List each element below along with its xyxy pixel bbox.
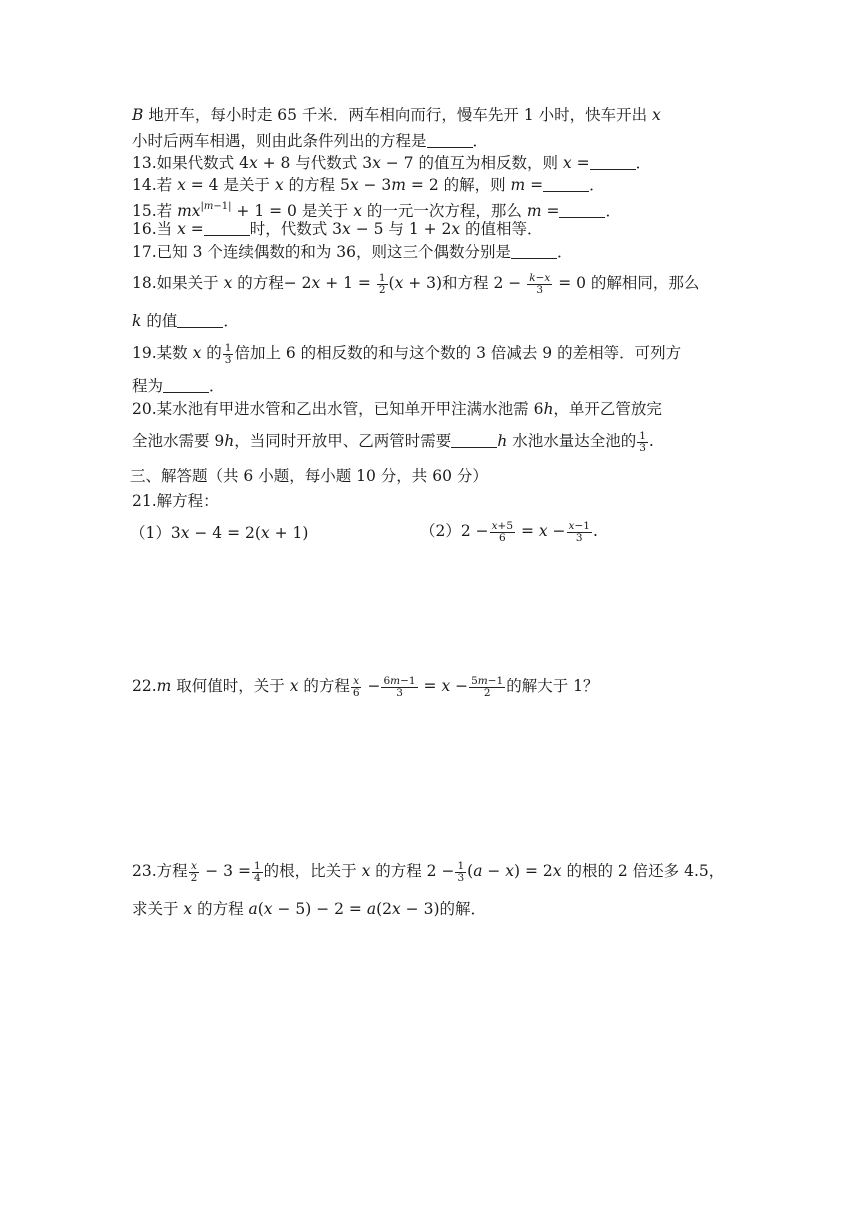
- answer-blank[interactable]: [559, 202, 605, 218]
- question-16: 16.当 𝑥 = 时，代数式 3𝑥 − 5 与 1 + 2𝑥 的值相等．: [132, 220, 543, 238]
- fraction: $\frac{\text{𝑥−1}}{3}$: [568, 519, 590, 544]
- fraction: $\frac{1}{4}$: [253, 859, 261, 884]
- question-18-line2: 𝑘 的值 ．: [132, 312, 239, 330]
- fraction: $\frac{\text{5𝑚−1}}{2}$: [471, 674, 504, 699]
- question-21-part1: （1）3𝑥 − 4 = 2(𝑥 + 1): [130, 524, 309, 542]
- fraction: $\frac{\text{6𝑚−1}}{3}$: [383, 674, 416, 699]
- section-3-heading: 三、解答题（共 6 小题，每小题 10 分，共 60 分）: [130, 467, 488, 485]
- question-21-title: 21.解方程：: [132, 492, 219, 510]
- q12-line1: 𝐵 地开车，每小时走 65 千米．两车相向而行，慢车先开 1 小时，快车开出 𝑥: [132, 106, 661, 124]
- question-23: 23.方程 $\frac{\text{𝑥}}{2}$ − 3 = $\frac{1}{4}$ 的根，比关于 𝑥 的方程 2 − $\frac{1}{3}$ (𝑎 − 𝑥) = 2𝑥 的根的 2 倍还多 4.5，: [132, 859, 725, 884]
- answer-blank[interactable]: [511, 243, 557, 259]
- question-18: 18.如果关于 𝑥 的方程− 2𝑥 + 1 = $\frac{1}{2}$ (𝑥 + 3)和方程 2 − $\frac{\text{𝑘−𝑥}}{3}$ = 0 的解相同，那么: [132, 271, 700, 296]
- fraction: $\frac{\text{𝑘−𝑥}}{3}$: [529, 271, 551, 296]
- question-14: 14.若 𝑥 = 4 是关于 𝑥 的方程 5𝑥 − 3𝑚 = 2 的解，则 𝑚 = ．: [132, 176, 605, 194]
- question-20-line2: 全池水需要 9ℎ，当同时开放甲、乙两管时需要 ℎ 水池水量达全池的 $\frac{1}{3}$ .: [132, 429, 654, 454]
- question-22: 22.𝑚 取何值时，关于 𝑥 的方程 $\frac{\text{𝑥}}{6}$ − $\frac{\text{6𝑚−1}}{3}$ = 𝑥 − $\frac{\text{5𝑚−1}}{2}$ 的解大于 1？: [132, 674, 599, 699]
- fraction: $\frac{\text{𝑥+5}}{6}$: [491, 519, 514, 544]
- exponent: |𝑚−1|: [200, 201, 232, 212]
- fraction: $\frac{1}{2}$: [378, 271, 386, 296]
- fraction: $\frac{1}{3}$: [457, 859, 465, 884]
- q12-line2: 小时后两车相遇，则由此条件列出的方程是 ．: [132, 132, 489, 150]
- question-19: 19.某数 𝑥 的 $\frac{1}{3}$ 倍加上 6 的相反数的和与这个数的 3 倍减去 9 的差相等．可列方: [132, 341, 682, 366]
- question-20: 20.某水池有甲进水管和乙出水管，已知单开甲注满水池需 6ℎ，单开乙管放完: [132, 400, 662, 418]
- question-17: 17.已知 3 个连续偶数的和为 36，则这三个偶数分别是 ．: [132, 243, 573, 261]
- question-21-part2: （2）2 − $\frac{\text{𝑥+5}}{6}$ = 𝑥 − $\frac{\text{𝑥−1}}{3}$ .: [420, 519, 598, 544]
- question-15: 15.若 𝑚𝑥$^{|𝑚-1|}$ + 1 = 0 是关于 𝑥 的一元一次方程，那么 𝑚 = ．: [132, 201, 621, 220]
- fraction: $\frac{\text{𝑥}}{6}$: [352, 674, 360, 699]
- answer-blank[interactable]: [543, 176, 589, 192]
- fraction: $\frac{1}{3}$: [224, 341, 232, 366]
- answer-blank[interactable]: [163, 377, 209, 393]
- answer-blank[interactable]: [204, 220, 250, 236]
- answer-blank[interactable]: [451, 432, 497, 448]
- answer-blank[interactable]: [427, 132, 473, 148]
- fraction: $\frac{1}{3}$: [639, 429, 646, 454]
- answer-blank[interactable]: [590, 154, 636, 170]
- question-13: 13.如果代数式 4𝑥 + 8 与代数式 3𝑥 − 7 的值互为相反数，则 𝑥 = ．: [132, 154, 652, 172]
- q12-text: 小时后两车相遇，则由此条件列出的方程是: [132, 132, 427, 150]
- question-19-line2: 程为 ．: [132, 377, 225, 395]
- question-23-line2: 求关于 𝑥 的方程 𝑎(𝑥 − 5) − 2 = 𝑎(2𝑥 − 3)的解．: [132, 900, 486, 918]
- fraction: $\frac{\text{𝑥}}{2}$: [190, 859, 198, 884]
- answer-blank[interactable]: [177, 312, 223, 328]
